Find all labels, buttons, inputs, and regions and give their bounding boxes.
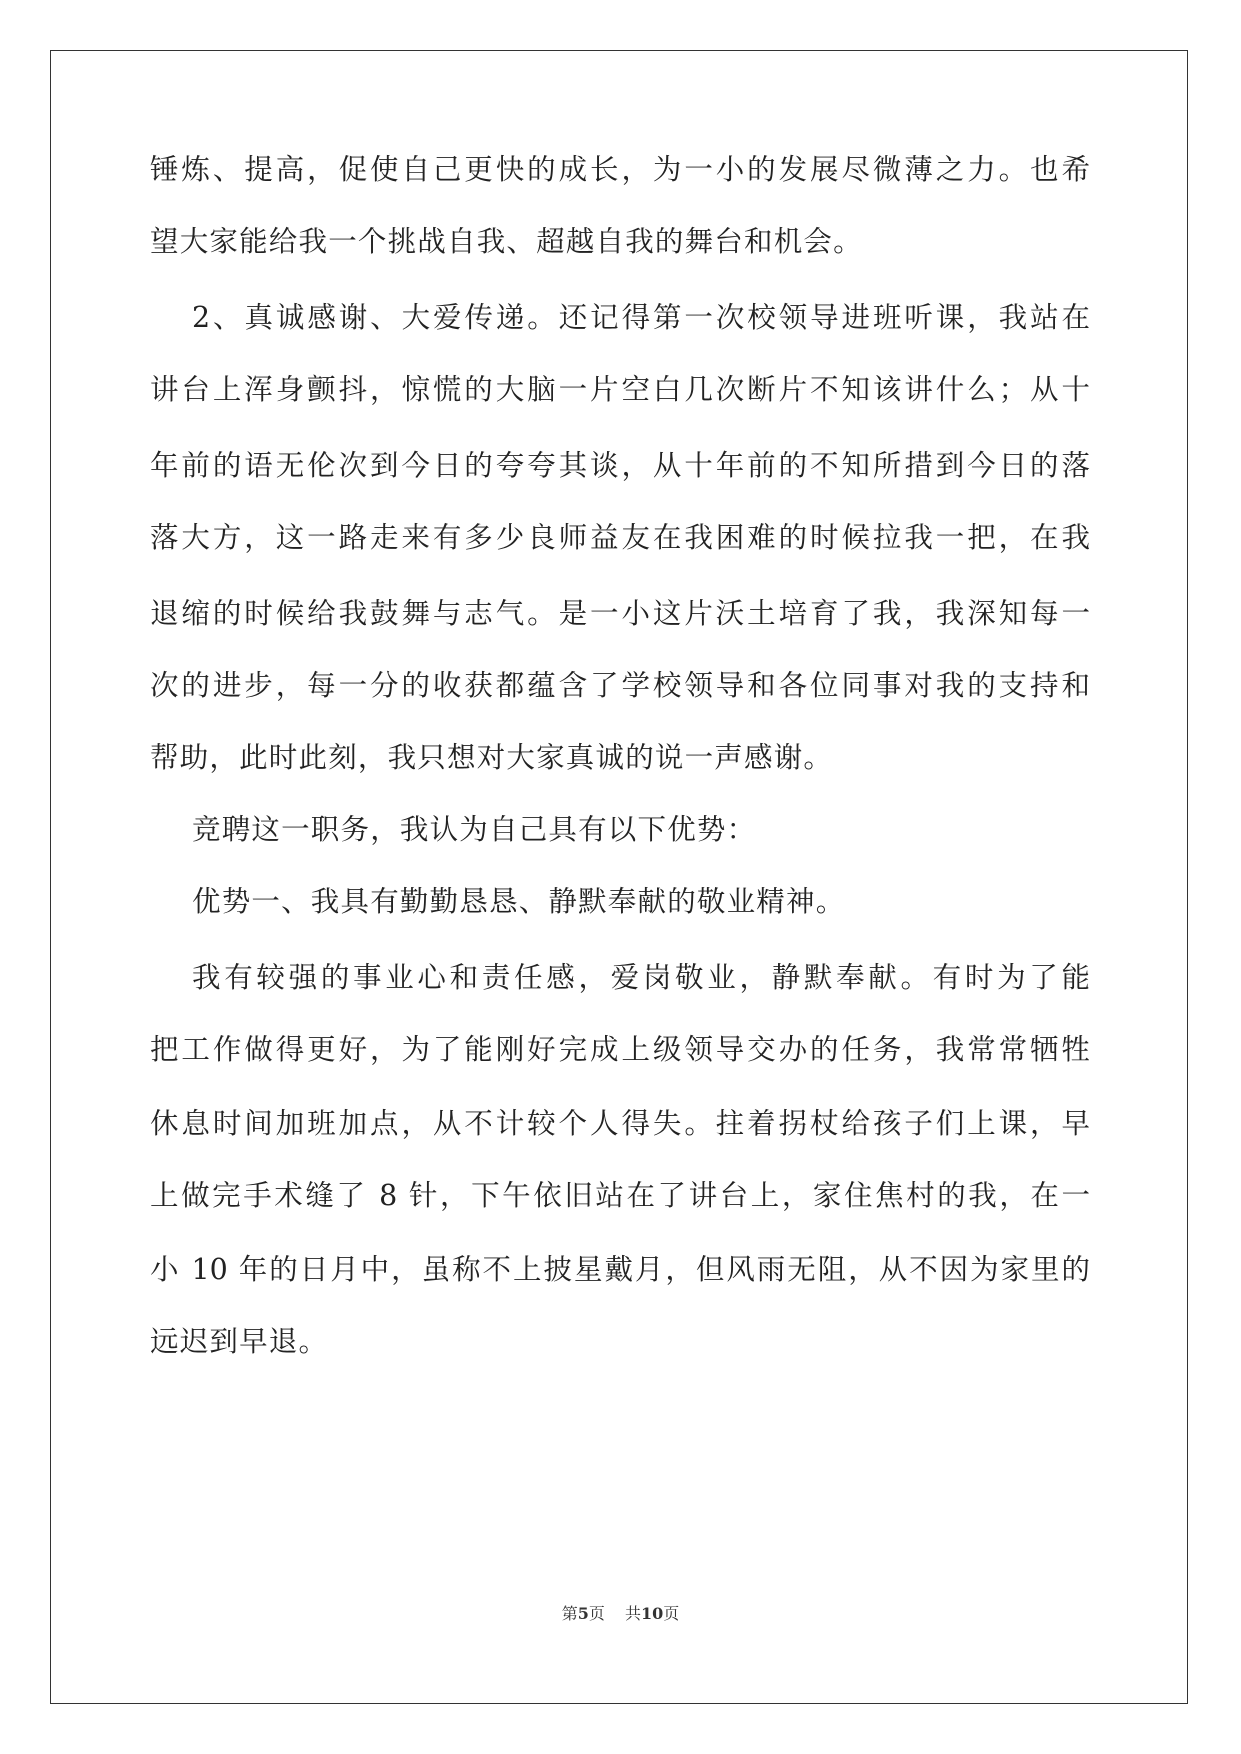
text-line: 年前的语无伦次到今日的夸夸其谈，从十年前的不知所措到今日的落 — [150, 449, 1090, 482]
text-line: 2、真诚感谢、大爱传递。还记得第一次校领导进班听课，我站在 — [192, 301, 1090, 334]
text-line: 退缩的时候给我鼓舞与志气。是一小这片沃土培育了我，我深知每一 — [150, 597, 1090, 630]
text-line: 竞聘这一职务，我认为自己具有以下优势： — [192, 813, 757, 846]
total-prefix: 共 — [624, 1604, 641, 1623]
text-line: 小 10 年的日月中，虽称不上披星戴月，但风雨无阻，从不因为家里的 — [150, 1253, 1090, 1286]
text-line: 望大家能给我一个挑战自我、超越自我的舞台和机会。 — [150, 225, 863, 258]
total-pages: 10 — [640, 1604, 664, 1623]
page-footer — [0, 1602, 1241, 1626]
text-line: 次的进步，每一分的收获都蕴含了学校领导和各位同事对我的支持和 — [150, 669, 1090, 702]
text-line: 优势一、我具有勤勤恳恳、静默奉献的敬业精神。 — [192, 885, 846, 918]
text-line: 帮助，此时此刻，我只想对大家真诚的说一声感谢。 — [150, 741, 834, 774]
total-suffix: 页 — [663, 1604, 680, 1623]
text-line: 落大方，这一路走来有多少良师益友在我困难的时候拉我一把，在我 — [150, 521, 1090, 554]
text-line: 锤炼、提高，促使自己更快的成长，为一小的发展尽微薄之力。也希 — [150, 153, 1090, 186]
text-line: 我有较强的事业心和责任感，爱岗敬业，静默奉献。有时为了能 — [192, 961, 1090, 994]
text-line: 休息时间加班加点，从不计较个人得失。拄着拐杖给孩子们上课，早 — [150, 1107, 1090, 1140]
page-suffix: 页 — [588, 1604, 605, 1623]
text-line: 远迟到早退。 — [150, 1325, 329, 1358]
page-number: 5 — [577, 1604, 589, 1623]
text-line: 讲台上浑身颤抖，惊慌的大脑一片空白几次断片不知该讲什么；从十 — [150, 373, 1090, 406]
text-line: 把工作做得更好，为了能刚好完成上级领导交办的任务，我常常牺牲 — [150, 1033, 1090, 1066]
page-prefix: 第 — [561, 1604, 578, 1623]
text-line: 上做完手术缝了 8 针，下午依旧站在了讲台上，家住焦村的我，在一 — [150, 1179, 1090, 1212]
